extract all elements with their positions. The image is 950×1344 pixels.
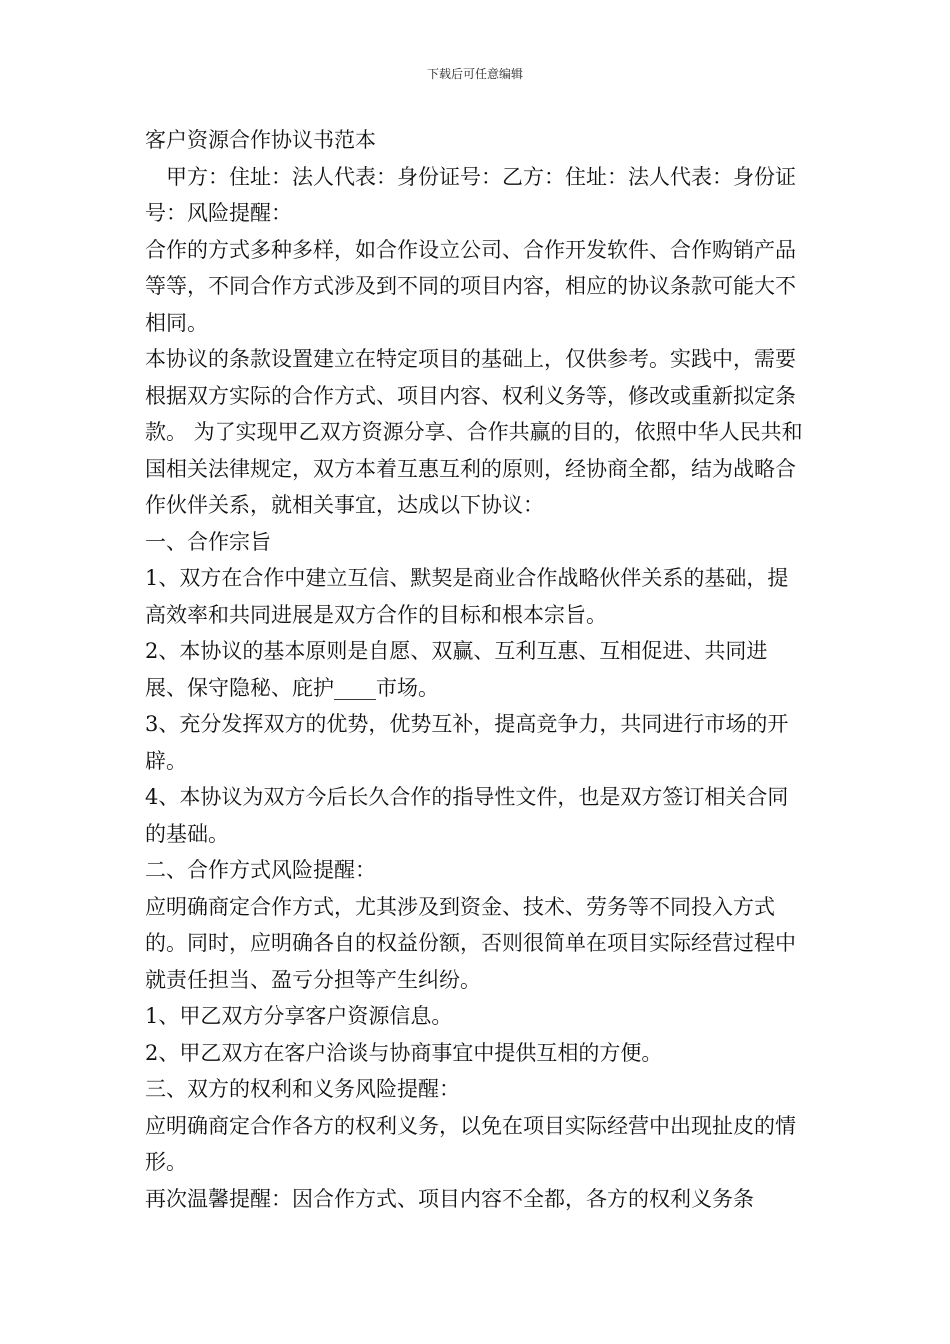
paragraph-risk-3: 应明确商定合作各方的权利义务，以免在项目实际经营中出现扯皮的情形。 xyxy=(145,1113,796,1174)
clause-1-1: 1、双方在合作中建立互信、默契是商业合作战略伙伴关系的基础，提高效率和共同进展是双方合作的目标和根本宗旨。 xyxy=(145,566,789,627)
clause-1-2: 2、本协议的基本原则是自愿、双赢、互利互惠、互相促进、共同进展、保守隐秘、庇护____市场。 xyxy=(145,639,768,700)
section-heading-2: 二、合作方式风险提醒： xyxy=(145,858,376,882)
clause-1-3: 3、充分发挥双方的优势，优势互补，提高竞争力，共同进行市场的开辟。 xyxy=(145,712,789,773)
clause-2-1: 1、甲乙双方分享客户资源信息。 xyxy=(145,1004,453,1028)
clause-1-4: 4、本协议为双方今后长久合作的指导性文件，也是双方签订相关合同的基础。 xyxy=(145,785,789,846)
section-heading-1: 一、合作宗旨 xyxy=(145,529,271,554)
section-heading-3: 三、双方的权利和义务风险提醒： xyxy=(145,1077,460,1101)
header-note: 下载后可任意编辑 xyxy=(426,67,523,81)
paragraph-intro-1: 合作的方式多种多样，如合作设立公司、合作开发软件、合作购销产品等等，不同合作方式涉及到不同的项目内容，相应的协议条款可能大不相同。 xyxy=(145,237,796,335)
document-title: 客户资源合作协议书范本 xyxy=(145,128,376,152)
paragraph-parties: 甲方：住址：法人代表：身份证号：乙方：住址：法人代表：身份证号：风险提醒： xyxy=(145,164,796,225)
document-body xyxy=(145,122,805,1217)
clause-2-2: 2、甲乙双方在客户洽谈与协商事宜中提供互相的方便。 xyxy=(145,1040,663,1065)
paragraph-reminder: 再次温馨提醒：因合作方式、项目内容不全都，各方的权利义务条 xyxy=(145,1186,754,1211)
paragraph-intro-2: 本协议的条款设置建立在特定项目的基础上，仅供参考。实践中，需要根据双方实际的合作方式、项目内容、权利义务等，修改或重新拟定条款。 为了实现甲乙双方资源分享、合作共赢的目的，依照中华人民共和国相关法律规定，双方本着互惠互利的原则，经协商全都，结为战略合作伙伴关系，就相关事宜，达成以下协议： xyxy=(145,347,803,517)
paragraph-risk-2: 应明确商定合作方式，尤其涉及到资金、技术、劳务等不同投入方式的。同时，应明确各自的权益份额，否则很简单在项目实际经营过程中就责任担当、盈亏分担等产生纠纷。 xyxy=(145,894,796,992)
